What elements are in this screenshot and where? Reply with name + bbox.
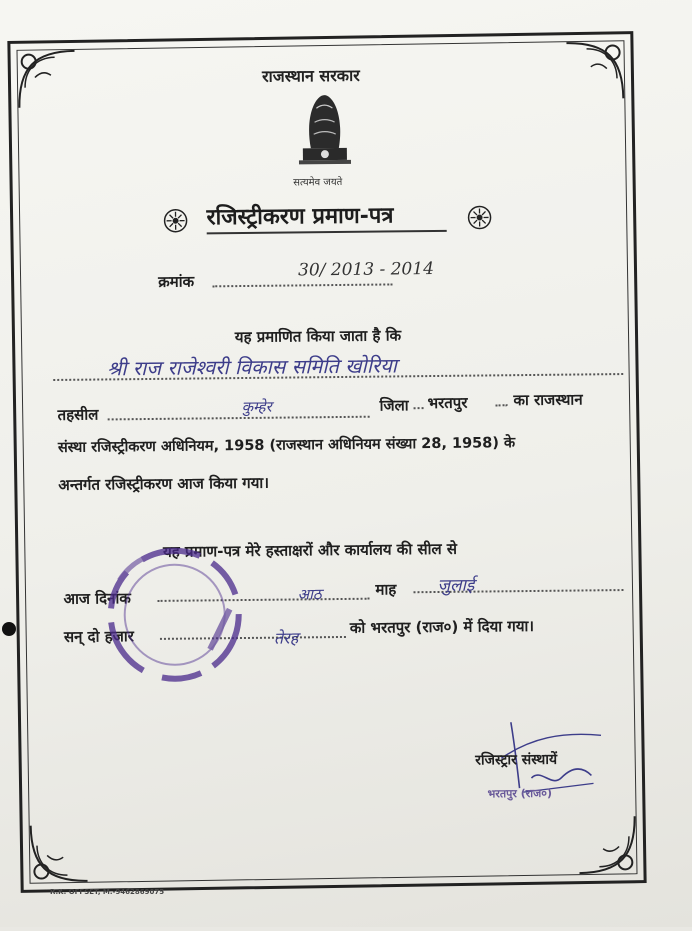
month-label: माह <box>375 580 397 599</box>
round-seal-icon <box>99 539 251 691</box>
registrant-name: श्री राज राजेश्वरी विकास समिति खोरिया <box>107 353 398 381</box>
serial-value: 30/ 2013 - 2014 <box>298 259 435 281</box>
district-value: भरतपुर <box>427 393 468 413</box>
tehsil-label: तहसील <box>57 405 99 424</box>
printer-credit: R.K. OFFSET, M.-9462869075 <box>50 888 165 896</box>
flower-icon <box>466 204 492 230</box>
year-value: तेरह <box>273 628 299 648</box>
certify-line: यह प्रमाणित किया जाता है कि <box>234 326 402 347</box>
location-suffix: का राजस्थान <box>513 390 583 410</box>
signatory-title: रजिस्ट्रार संस्थायें <box>475 751 558 769</box>
emblem-motto: सत्यमेव जयते <box>293 176 343 189</box>
act-text-line1: संस्था रजिस्ट्रीकरण अधिनियम, 1958 (राजस्थान अधिनियम संख्या 28, 1958) के <box>57 435 516 456</box>
tehsil-dotted-line <box>108 416 370 421</box>
tehsil-value: कुम्हेर <box>241 397 272 417</box>
district-dots-left <box>414 407 424 409</box>
certificate-title-block <box>162 196 492 239</box>
year-label: सन् दो हजार <box>63 627 134 646</box>
district-dots-right <box>496 404 508 406</box>
day-value: आठ <box>297 585 322 604</box>
flower-icon <box>162 208 188 234</box>
month-value: जुलाई <box>437 575 475 596</box>
given-at-text: को भरतपुर (राज०) में दिया गया। <box>349 616 535 637</box>
serial-dotted-line <box>212 283 392 287</box>
serial-label: क्रमांक <box>158 272 195 291</box>
district-label: जिला <box>379 396 409 415</box>
government-title: राजस्थान सरकार <box>261 65 360 86</box>
act-text-line2: अन्तर्गत रजिस्ट्रीकरण आज किया गया। <box>58 473 270 494</box>
seal-line: यह प्रमाण-पत्र मेरे हस्ताक्षरों और कार्यालय की सील से <box>162 539 458 561</box>
day-label: आज दिनांक <box>63 589 131 608</box>
signatory-location: भरतपुर (राज०) <box>487 786 553 801</box>
ashoka-emblem-icon <box>288 86 361 173</box>
certificate-title: रजिस्ट्रीकरण प्रमाण-पत्र <box>206 203 394 231</box>
